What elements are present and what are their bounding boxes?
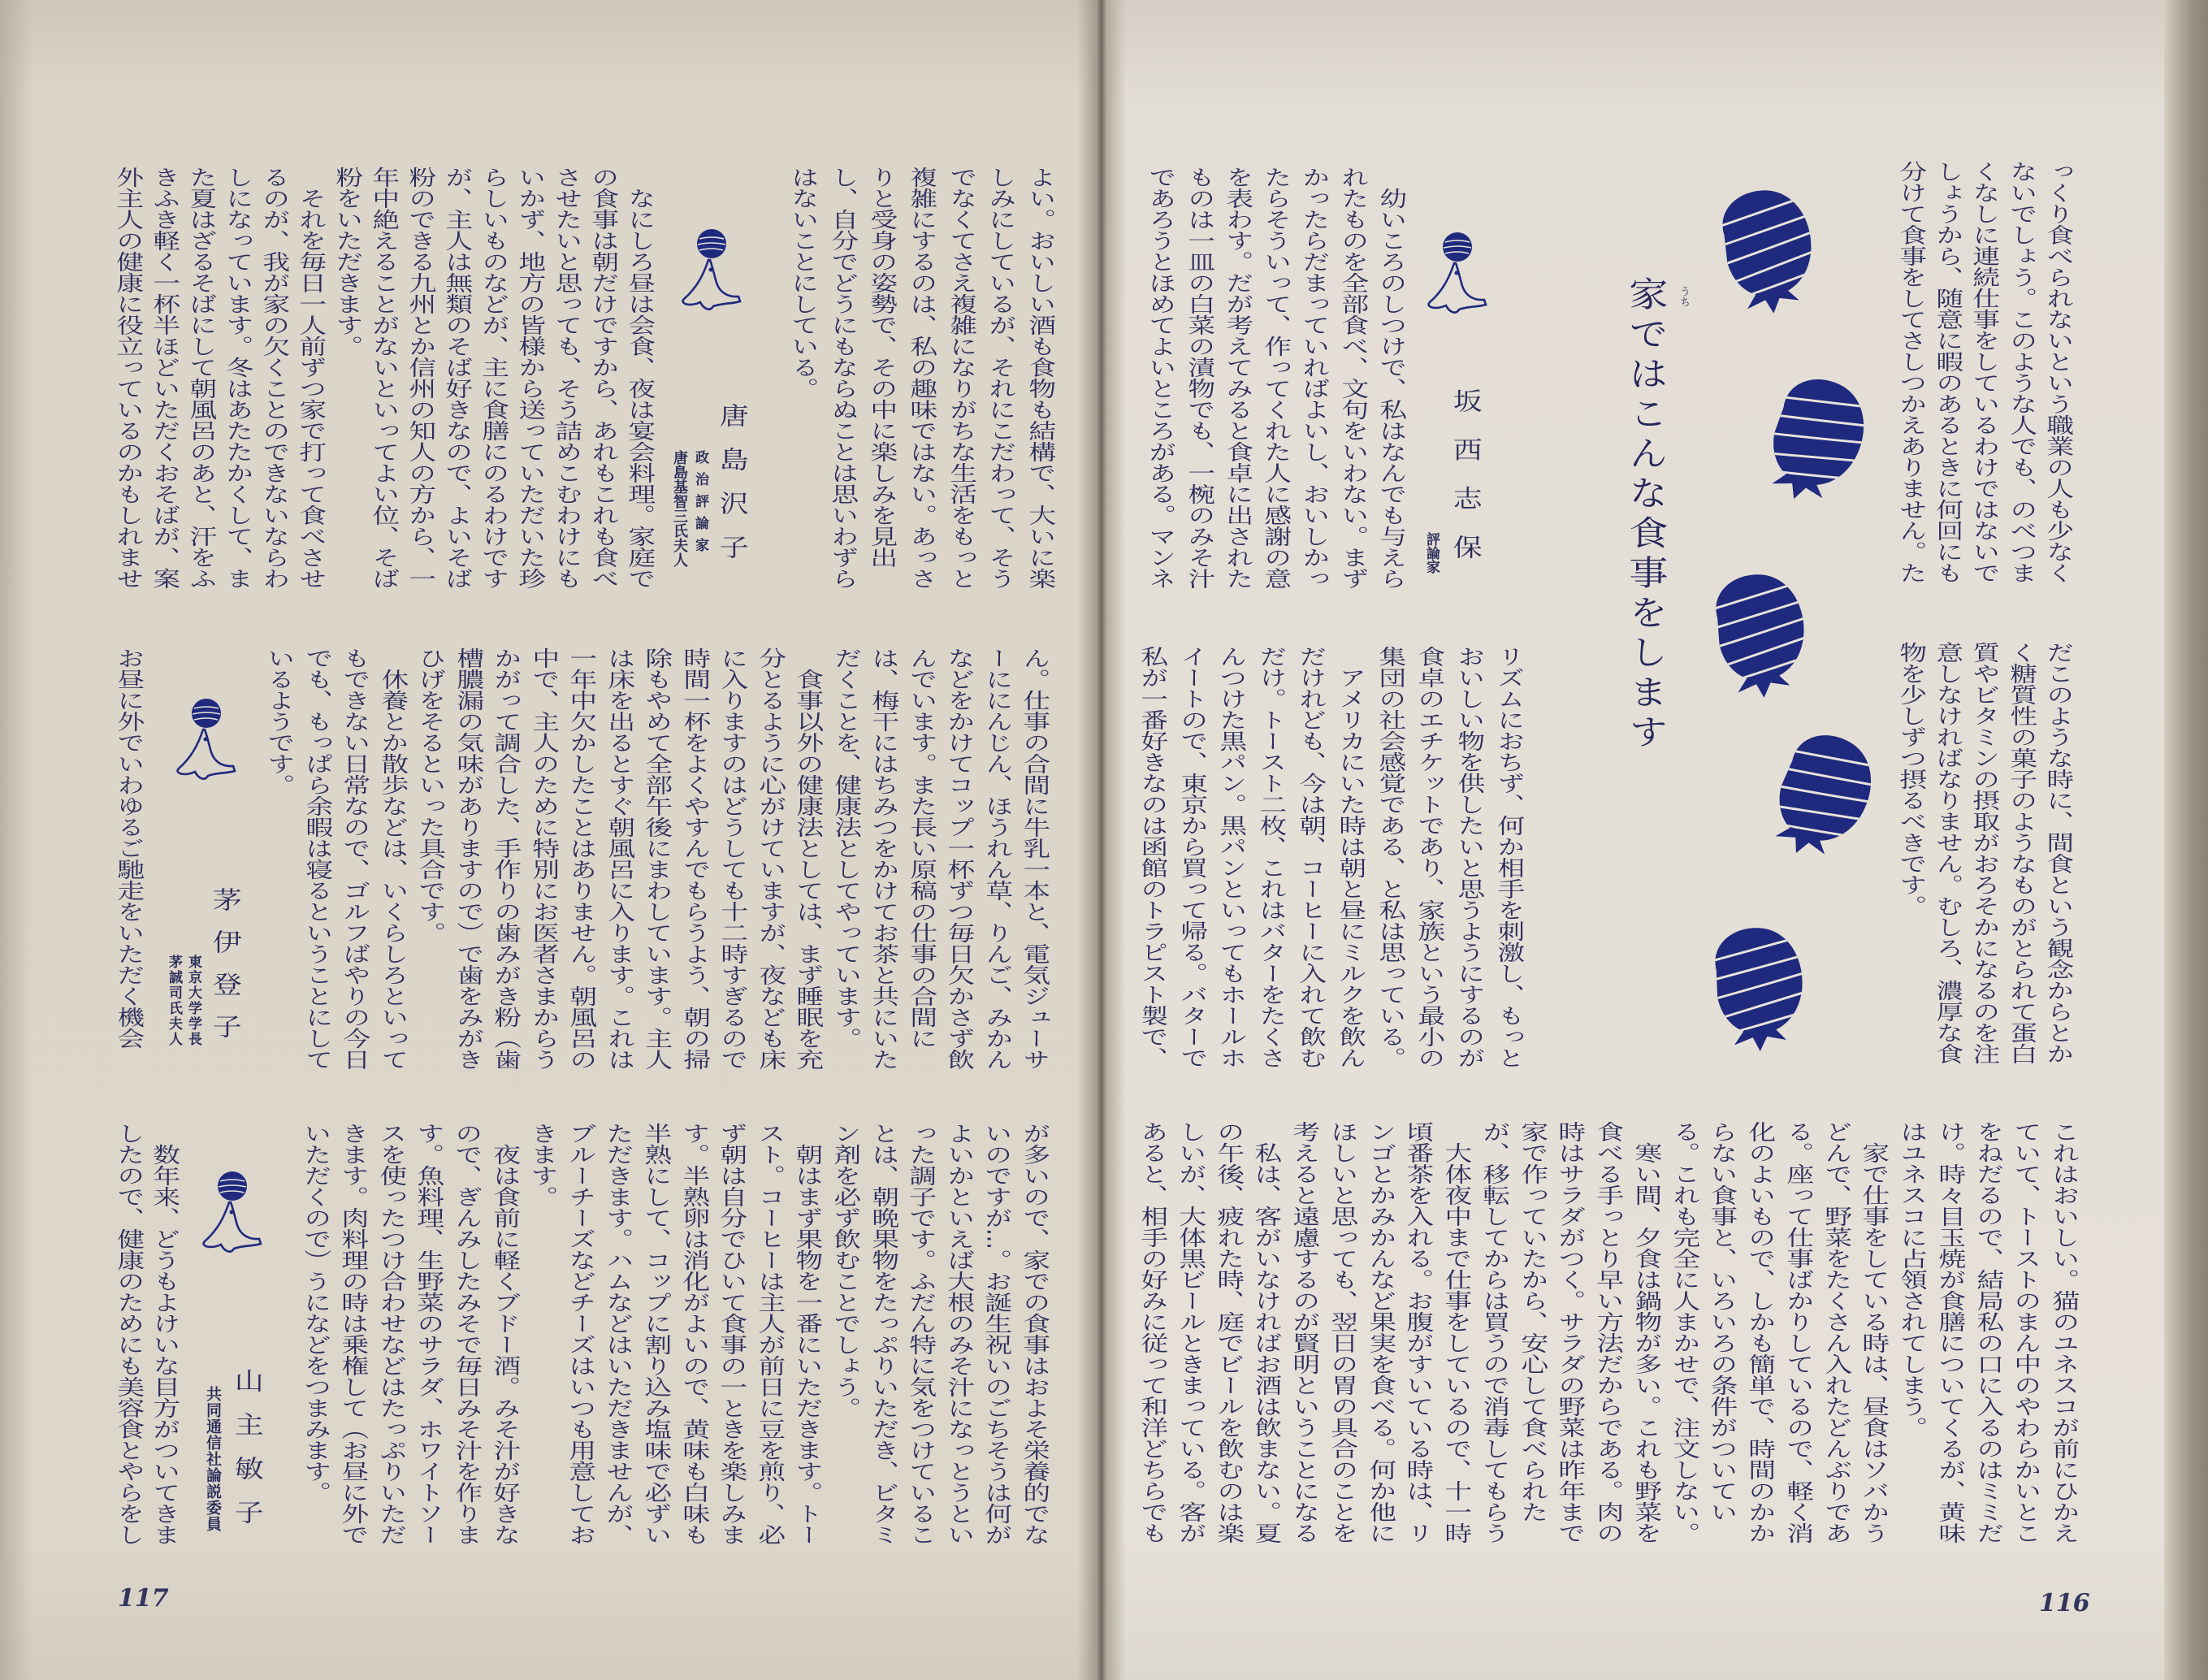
text-column: お昼に外でいわゆるご馳走をいただく機会 — [112, 647, 145, 1049]
text-column: 食事以外の健康法としては、まず睡眠を充 — [791, 647, 824, 1070]
text-column: 分とるように心がけていますが、夜なども床 — [754, 647, 786, 1070]
text-column: 粉のできる九州とか信州の知人の方から、一 — [404, 167, 436, 589]
text-column: それを毎日一人前ずつ家で打って食べさせ — [294, 167, 327, 589]
author-role: 共同通信社論説委員 — [204, 1386, 222, 1532]
strawberry-illustration-icon — [1706, 174, 1828, 322]
text-column: はユネスコに占領されてしまう。 — [1895, 1121, 1928, 1438]
text-column: 私が一番好きなのは函館のトラピスト製で、 — [1136, 646, 1168, 1068]
article-title: 家ではこんな食事をします — [1623, 276, 1669, 754]
text-column: ンゴとかみかんなど果実を食べる。何か他に — [1364, 1121, 1396, 1544]
text-column: だけ。トースト二枚、これはバターをたくさ — [1254, 646, 1287, 1068]
text-column: は床を出るとすぐ朝風呂に入ります。これは — [603, 647, 634, 1070]
text-column: の食事は朝だけですから、あれもこれも食べ — [587, 167, 619, 589]
text-column: 一年中欠かしたことはありません。朝風呂の — [565, 647, 597, 1070]
text-column: っくり食べられないという職業の人も少なく — [2041, 161, 2074, 583]
text-column: ていて、トーストのまん中のやわらかいとこ — [2009, 1121, 2041, 1544]
text-column: なにしろ昼は会食、夜は宴会料理。家庭で — [623, 167, 656, 589]
author-role: 東京大学学長 — [185, 955, 201, 1047]
text-column: ひげをそるといった具合です。 — [413, 647, 446, 943]
author-role: 唐島基智三氏夫人 — [671, 450, 688, 567]
strawberry-illustration-icon — [1701, 915, 1814, 1057]
text-column: 年中絶えることがないといってよい位、そば — [367, 167, 400, 589]
text-column: た夏はざるそばにして朝風呂のあと、汗をふ — [184, 167, 217, 589]
text-column: る。座って仕事ばかりしているので、軽く消 — [1782, 1121, 1814, 1544]
text-column: 分けて食事をしてさしつかえありません。た — [1894, 161, 1927, 583]
text-column: んつけた黒パン。黒パンといってもホールホ — [1214, 646, 1247, 1068]
text-column: 家で作っていたから、安心して食べられた — [1516, 1121, 1548, 1522]
text-column: に入りますのはどうしても十二時すぎるので — [716, 647, 748, 1070]
seal-with-ball-icon — [1422, 231, 1488, 318]
text-column: させたいと思っても、そう詰めこむわけにも — [550, 167, 582, 589]
text-column: たらそういって、作ってくれた人に感謝の意 — [1259, 167, 1292, 589]
text-column: きふき軽く一杯半ほどいただくおそばが、案 — [148, 167, 180, 589]
seal-with-ball-icon — [171, 697, 237, 785]
text-column: す。魚料理、生野菜のサラダ、ホワイトソー — [412, 1123, 444, 1545]
text-column: しになっています。冬はあたたかくして、ま — [221, 167, 253, 589]
text-column: くなしに連続仕事をしているわけではないで — [1968, 161, 2000, 583]
text-column: し、自分でどうにもならぬことは思いわずら — [826, 167, 858, 589]
text-column: が多いので、家での食事はおよそ栄養的でな — [1018, 1123, 1050, 1545]
text-column: りと受身の姿勢で、その中に楽しみを見出 — [865, 167, 898, 568]
text-column: 物を少しずつ摂るべきです。 — [1894, 642, 1927, 916]
text-column: ブルーチーズなどチーズはいつも用意してお — [564, 1123, 596, 1545]
text-column: 外主人の健康に役立っているのかもしれませ — [111, 167, 144, 589]
text-column: す。半熟卵は消化がよいので、黄味も白味も — [678, 1123, 710, 1545]
seal-with-ball-icon — [676, 227, 742, 315]
text-column: を表わす。だが考えてみると食卓に出された — [1221, 167, 1253, 589]
text-column: きます。 — [526, 1123, 558, 1207]
text-column: ず朝は自分でひいて食事の一ときを楽しみま — [715, 1123, 747, 1545]
text-column: だけれども、今は朝、コーヒーに入れて飲む — [1294, 646, 1327, 1068]
text-column: るのが、我が家の欠くことのできないならわ — [258, 167, 290, 589]
text-column: 数年来、どうもよけいな目方がついてきま — [148, 1123, 180, 1545]
text-column: 除もやめて全部午後にまわしています。主人 — [640, 647, 673, 1070]
text-column: だくことを、健康法としてやっています。 — [829, 647, 861, 1049]
text-column: でなくてさえ複雑になりがちな生活をもっと — [945, 167, 977, 589]
page-number-right: 116 — [2039, 1589, 2090, 1617]
text-column: かがって調合した、手作りの歯みがき粉（歯 — [489, 647, 522, 1070]
title-ruby: うち — [1678, 286, 1690, 307]
text-column: をねだるので、結局私の口に入るのはミミだ — [1972, 1121, 2003, 1544]
text-column: とは、朝晩果物をたっぷりいただき、ビタミ — [867, 1123, 899, 1545]
text-column: ので、ぎんみしたみそで毎日みそ汁を作りま — [450, 1123, 483, 1545]
page-edge-shadow — [0, 0, 32, 1680]
author-name-sakanishi: 坂西志保 — [1447, 388, 1482, 583]
text-column: け。時々目玉焼が食膳についてくるが、黄味 — [1933, 1121, 1966, 1544]
text-column: 質やビタミンの摂取がおろそかになるのを注 — [1968, 642, 2000, 1064]
text-column: 私は、客がいなければお酒は飲まない。夏 — [1249, 1121, 1282, 1544]
text-column: したので、健康のためにも美容食とやらをし — [112, 1123, 145, 1545]
text-column: これはおいしい。猫のユネスコが前にひかえ — [2047, 1121, 2080, 1544]
text-column: あると、相手の好みに従って和洋どちらでも — [1136, 1121, 1168, 1544]
text-column: ほしいと思っても、翌日の胃の具合のことを — [1326, 1121, 1358, 1544]
text-column: いるようです。 — [262, 647, 295, 795]
text-column: でも、もっぱら余暇は寝るということにして — [301, 647, 332, 1070]
text-column: いただくので）うになどをつまみます。 — [299, 1123, 331, 1503]
text-column: 時間一杯をよくやすんでもらうよう、朝の掃 — [678, 647, 710, 1070]
text-column: 複雑にするのは、私の趣味ではない。あっさ — [905, 167, 937, 589]
text-column: れたものを全部食べ、文句をいわない。まず — [1336, 167, 1369, 589]
text-column: 寒い間、夕食は鍋物が多い。これも野菜を — [1630, 1121, 1662, 1544]
text-column: おいしい物を供したいと思うようにするのが — [1453, 646, 1485, 1068]
text-column: 考えると遠慮するのが賢明ということになる — [1288, 1121, 1320, 1544]
text-column: は、梅干にはちみつをかけてお茶と共にいた — [867, 647, 899, 1070]
seal-with-ball-icon — [197, 1170, 263, 1258]
text-column: ただきます。ハムなどはいただきませんが、 — [601, 1123, 634, 1545]
text-column: 休養とか散歩などは、いくらしろといって — [376, 647, 408, 1070]
text-column: く糖質性の菓子のようなものがとられて蛋白 — [2005, 642, 2037, 1064]
author-name-karashima: 唐島沢子 — [713, 403, 748, 578]
text-column: であろうとほめてよいところがある。マンネ — [1144, 167, 1176, 589]
text-column: アメリカにいた時は朝と昼にミルクを飲ん — [1334, 646, 1366, 1068]
author-role: 政治評論家 — [692, 450, 708, 560]
text-column: 大体夜中まで仕事をしているので、十一時 — [1440, 1121, 1472, 1544]
text-column: スト。コーヒーは主人が前日に豆を煎り、必 — [753, 1123, 786, 1545]
text-column: しいが、大体黒ビールときまっている。客が — [1174, 1121, 1206, 1544]
text-column: いかず、地方の皆様から送っていただいた珍 — [513, 167, 546, 589]
book-gutter — [1077, 0, 1126, 1680]
text-column: 集団の社会感覚である、と私は思っている。 — [1374, 646, 1406, 1068]
text-column: よいかといえば大根のみそ汁になっとうとい — [942, 1123, 975, 1545]
text-column: んでいます。また長い原稿の仕事の合間に — [905, 647, 937, 1049]
text-column: が、主人は無類のそば好きなので、よいそば — [440, 167, 473, 589]
text-column: いのですが…。お誕生祝いのごちそうは何が — [980, 1123, 1012, 1545]
text-column: 頃番茶を入れる。お腹がすいている時は、リ — [1401, 1121, 1434, 1544]
text-column: きます。肉料理の時は乗権して（お昼に外で — [336, 1123, 369, 1545]
text-column: 槽膿漏の気味がありますので）で歯をみがき — [452, 647, 483, 1070]
text-column: 食卓のエチケットであり、家族という最小の — [1413, 646, 1445, 1068]
text-column: どんで、野菜をたくさん入れたどんぶりであ — [1820, 1121, 1851, 1544]
text-column: 夜は食前に軽くブドー酒。みそ汁が好きな — [488, 1123, 521, 1545]
text-column: る。これも完全に人まかせで、注文しない。 — [1668, 1121, 1699, 1544]
text-column: 半熟にして、コップに割り込み塩味で必ずい — [639, 1123, 672, 1545]
text-column: 粉をいただきます。 — [331, 167, 363, 357]
text-column: スを使ったつけ合わせなどはたっぷりいただ — [374, 1123, 407, 1545]
text-column: リズムにおちず、何か相手を刺激し、もっと — [1492, 646, 1525, 1068]
text-column: 時はサラダがつく。サラダの野菜は昨年まで — [1553, 1121, 1586, 1544]
text-column: らしいものなどが、主に食膳にのるわけです — [477, 167, 509, 589]
text-column: が、移転してからは買うので消毒してもらう — [1478, 1121, 1510, 1544]
text-column: らない食事と、いろいろの条件がついてい — [1705, 1121, 1738, 1522]
text-column: ん。仕事の合間に牛乳一本と、電気ジューサ — [1018, 647, 1050, 1070]
text-column: 朝はまず果物を一番にいただきます。トー — [790, 1123, 823, 1545]
text-column: 家で仕事をしている時は、昼食はソバかう — [1857, 1121, 1890, 1544]
author-role: 評論家 — [1423, 532, 1440, 574]
text-column: などをかけてコップ一杯ずつ毎日欠かさず飲 — [942, 647, 975, 1070]
text-column: はないことにしている。 — [786, 167, 819, 399]
text-column: の午後、疲れた時、庭でビールを飲むのは楽 — [1212, 1121, 1244, 1544]
author-name-kaya: 茅伊登子 — [206, 887, 241, 1056]
text-column: ーににんじん、ほうれん草、りんご、みかん — [981, 647, 1012, 1070]
author-name-yamanushi: 山主敏子 — [228, 1368, 263, 1544]
strawberry-illustration-icon — [1701, 560, 1819, 704]
text-column: った調子です。ふだん特に気をつけているこ — [904, 1123, 937, 1545]
text-column: ものは一皿の白菜の漬物でも、一椀のみそ汁 — [1183, 167, 1214, 589]
text-column: 化のよいもので、しかも簡単で、時間のかか — [1743, 1121, 1776, 1544]
text-column: かったらだまっていればよいし、おいしかっ — [1297, 167, 1330, 589]
text-column: ン剤を必ず飲むことでしょう。 — [829, 1123, 861, 1418]
text-column: しみにしているが、それにこだわって、そう — [984, 167, 1016, 589]
page-edge-shadow — [2164, 0, 2208, 1680]
text-column: よい。おいしい酒も食物も結構で、大いに楽 — [1024, 167, 1056, 589]
page-number-left: 117 — [118, 1584, 169, 1613]
text-column: しょうから、随意に暇のあるときに何回にも — [1931, 161, 1963, 583]
text-column: だこのような時に、間食という観念からとか — [2041, 642, 2074, 1064]
text-column: ないでしょう。このような人でも、のべつま — [2005, 161, 2037, 583]
text-column: イートので、東京から買って帰る。バターで — [1175, 646, 1208, 1068]
text-column: もできない日常なので、ゴルフばやりの今日 — [338, 647, 370, 1070]
text-column: 幼いころのしつけで、私はなんでも与えら — [1375, 167, 1407, 589]
text-column: 中で、主人のために特別にお医者さまからう — [527, 647, 559, 1070]
text-column: 食べる手っとり早い方法だからである。肉の — [1591, 1121, 1624, 1544]
text-column: 意しなければなりません。むしろ、濃厚な食 — [1931, 642, 1963, 1064]
author-role: 茅誠司氏夫人 — [166, 955, 182, 1047]
